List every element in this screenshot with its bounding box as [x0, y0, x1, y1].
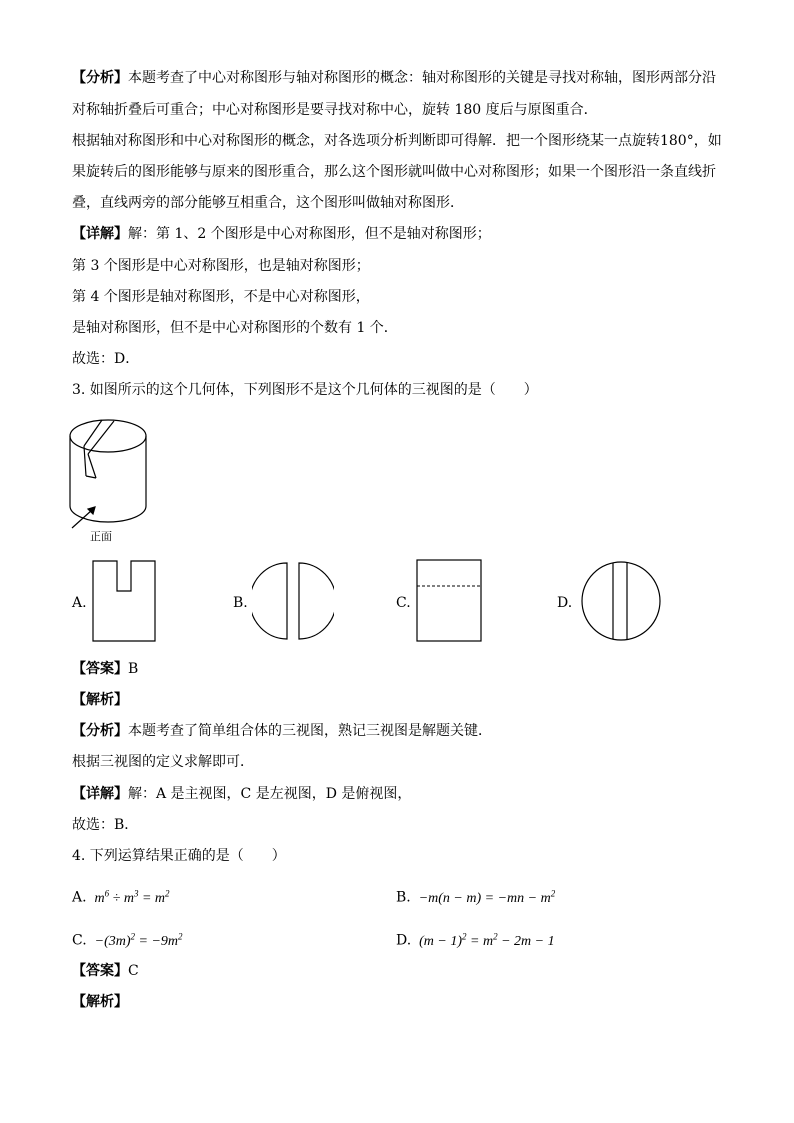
detail-line-1: 【详解】解：第 1、2 个图形是中心对称图形，但不是轴对称图形； — [72, 226, 491, 242]
q4-answer: 【答案】C — [72, 963, 139, 979]
q4-option-d: D. $(m - 1)^2 = m^2 - 2m - 1$ — [396, 931, 555, 949]
q4-option-d-expr: $(m - 1)^2 = m^2 - 2m - 1$ — [415, 931, 555, 949]
analysis-line-3: 根据轴对称图形和中心对称图形的概念，对各选项分析判断即可得解．把一个图形绕某一点旋转180°，如 — [72, 133, 722, 149]
analysis-line-5: 叠，直线两旁的部分能够互相重合，这个图形叫做轴对称图形． — [72, 195, 464, 211]
analysis-line-2: 对称轴折叠后可重合；中心对称图形是要寻找对称中心，旋转 180 度后与原图重合． — [72, 102, 598, 118]
q3-option-b-label: B. — [233, 595, 248, 611]
q3-detail: 【详解】解：A 是主视图，C 是左视图，D 是俯视图， — [72, 786, 412, 802]
q3-option-d-label: D. — [557, 595, 573, 611]
option-a-figure — [92, 560, 156, 642]
q3-choose: 故选：B． — [72, 817, 139, 833]
detail-line-5: 故选：D． — [72, 351, 140, 367]
q4-jiexi: 【解析】 — [72, 994, 128, 1010]
q3-option-a-label: A. — [72, 595, 87, 611]
option-d-figure — [580, 561, 662, 641]
detail-line-2: 第 3 个图形是中心对称图形，也是轴对称图形； — [72, 258, 370, 274]
q4-option-a-expr: $m^6 \div m^3 = m^2$ — [91, 888, 170, 906]
detail-line-4: 是轴对称图形，但不是中心对称图形的个数有 1 个． — [72, 320, 398, 336]
analysis-line-1: 【分析】本题考查了中心对称图形与轴对称图形的概念：轴对称图形的关键是寻找对称轴，图形两部分沿 — [72, 70, 716, 86]
analysis-tag: 【分析】 — [72, 70, 128, 86]
q3-answer: 【答案】B — [72, 661, 139, 677]
option-c-figure — [416, 559, 482, 642]
q3-jiexi: 【解析】 — [72, 692, 128, 708]
q4-option-b: B. $-m(n - m) = -mn - m^2$ — [396, 888, 556, 906]
q4-stem: 4. 下列运算结果正确的是（ ） — [72, 848, 286, 864]
q3-option-c-label: C. — [396, 595, 411, 611]
q4-option-b-expr: $-m(n - m) = -mn - m^2$ — [415, 888, 556, 906]
q3-analysis: 【分析】本题考查了简单组合体的三视图，熟记三视图是解题关键． — [72, 723, 492, 739]
detail-tag: 【详解】 — [72, 226, 128, 242]
q4-option-a: A. $m^6 \div m^3 = m^2$ — [72, 888, 170, 906]
q4-option-c-expr: $-(3m)^2 = -9m^2$ — [91, 931, 183, 949]
cylinder-figure — [66, 408, 150, 534]
detail-line-3: 第 4 个图形是轴对称图形，不是中心对称图形， — [72, 289, 370, 305]
q3-stem: 3. 如图所示的这个几何体，下列图形不是这个几何体的三视图的是（ ） — [72, 382, 538, 398]
option-b-figure — [252, 562, 334, 640]
front-label: 正面 — [90, 531, 112, 543]
analysis-line-4: 果旋转后的图形能够与原来的图形重合，那么这个图形就叫做中心对称图形；如果一个图形沿一条直线折 — [72, 164, 716, 180]
q3-analysis-2: 根据三视图的定义求解即可． — [72, 754, 254, 770]
q4-option-c: C. $-(3m)^2 = -9m^2$ — [72, 931, 183, 949]
